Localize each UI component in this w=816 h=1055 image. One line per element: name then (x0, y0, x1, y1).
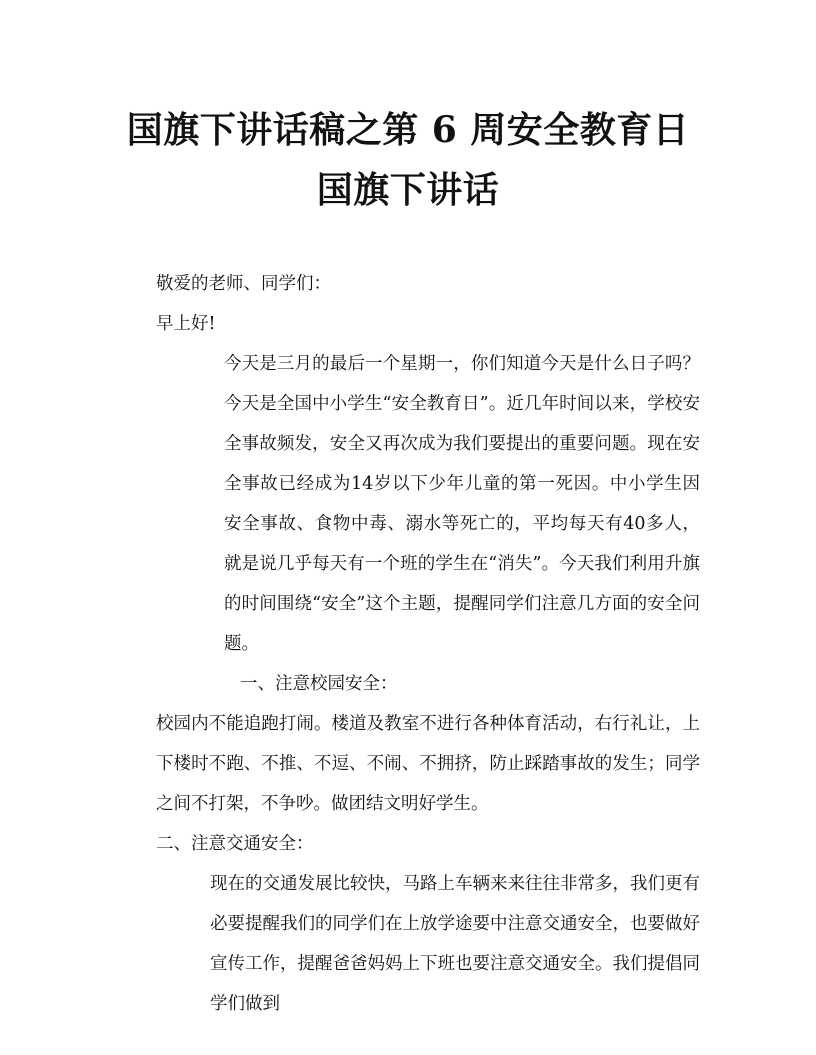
document-title: 国旗下讲话稿之第 6 周安全教育日国旗下讲话 (126, 109, 690, 211)
paragraph-traffic-safety: 现在的交通发展比较快，马路上车辆来来往往非常多，我们更有必要提醒我们的同学们在上放学途要中注意交通安全，也要做好宣传工作，提醒爸爸妈妈上下班也要注意交通安全。我们提倡同学们做到 (210, 874, 700, 1014)
paragraph-greeting: 早上好! (156, 314, 216, 334)
section-heading-campus-safety: 一、注意校园安全： (240, 674, 398, 694)
paragraph-salutation: 敬爱的老师、同学们： (156, 274, 331, 294)
paragraph-campus-safety: 校园内不能追跑打闹。楼道及教室不进行各种体育活动，右行礼让，上下楼时不跑、不推、不逗、不闹、不拥挤，防止踩踏事故的发生；同学之间不打架，不争吵。做团结文明好学生。 (156, 714, 700, 814)
document-body (120, 264, 700, 1024)
section-heading-traffic-safety: 二、注意交通安全： (156, 834, 314, 854)
paragraph-intro: 今天是三月的最后一个星期一，你们知道今天是什么日子吗？今天是全国中小学生“安全教育日”。近几年时间以来，学校安全事故频发，安全又再次成为我们要提出的重要问题。现在安全事故已经成为14岁以下少年儿童的第一死因。中小学生因安全事故、食物中毒、溺水等死亡的，平均每天有40多人，就是说几乎每天有一个班的学生在“消失”。今天我们利用升旗的时间围绕“安全”这个主题，提醒同学们注意几方面的安全问题。 (224, 354, 700, 654)
